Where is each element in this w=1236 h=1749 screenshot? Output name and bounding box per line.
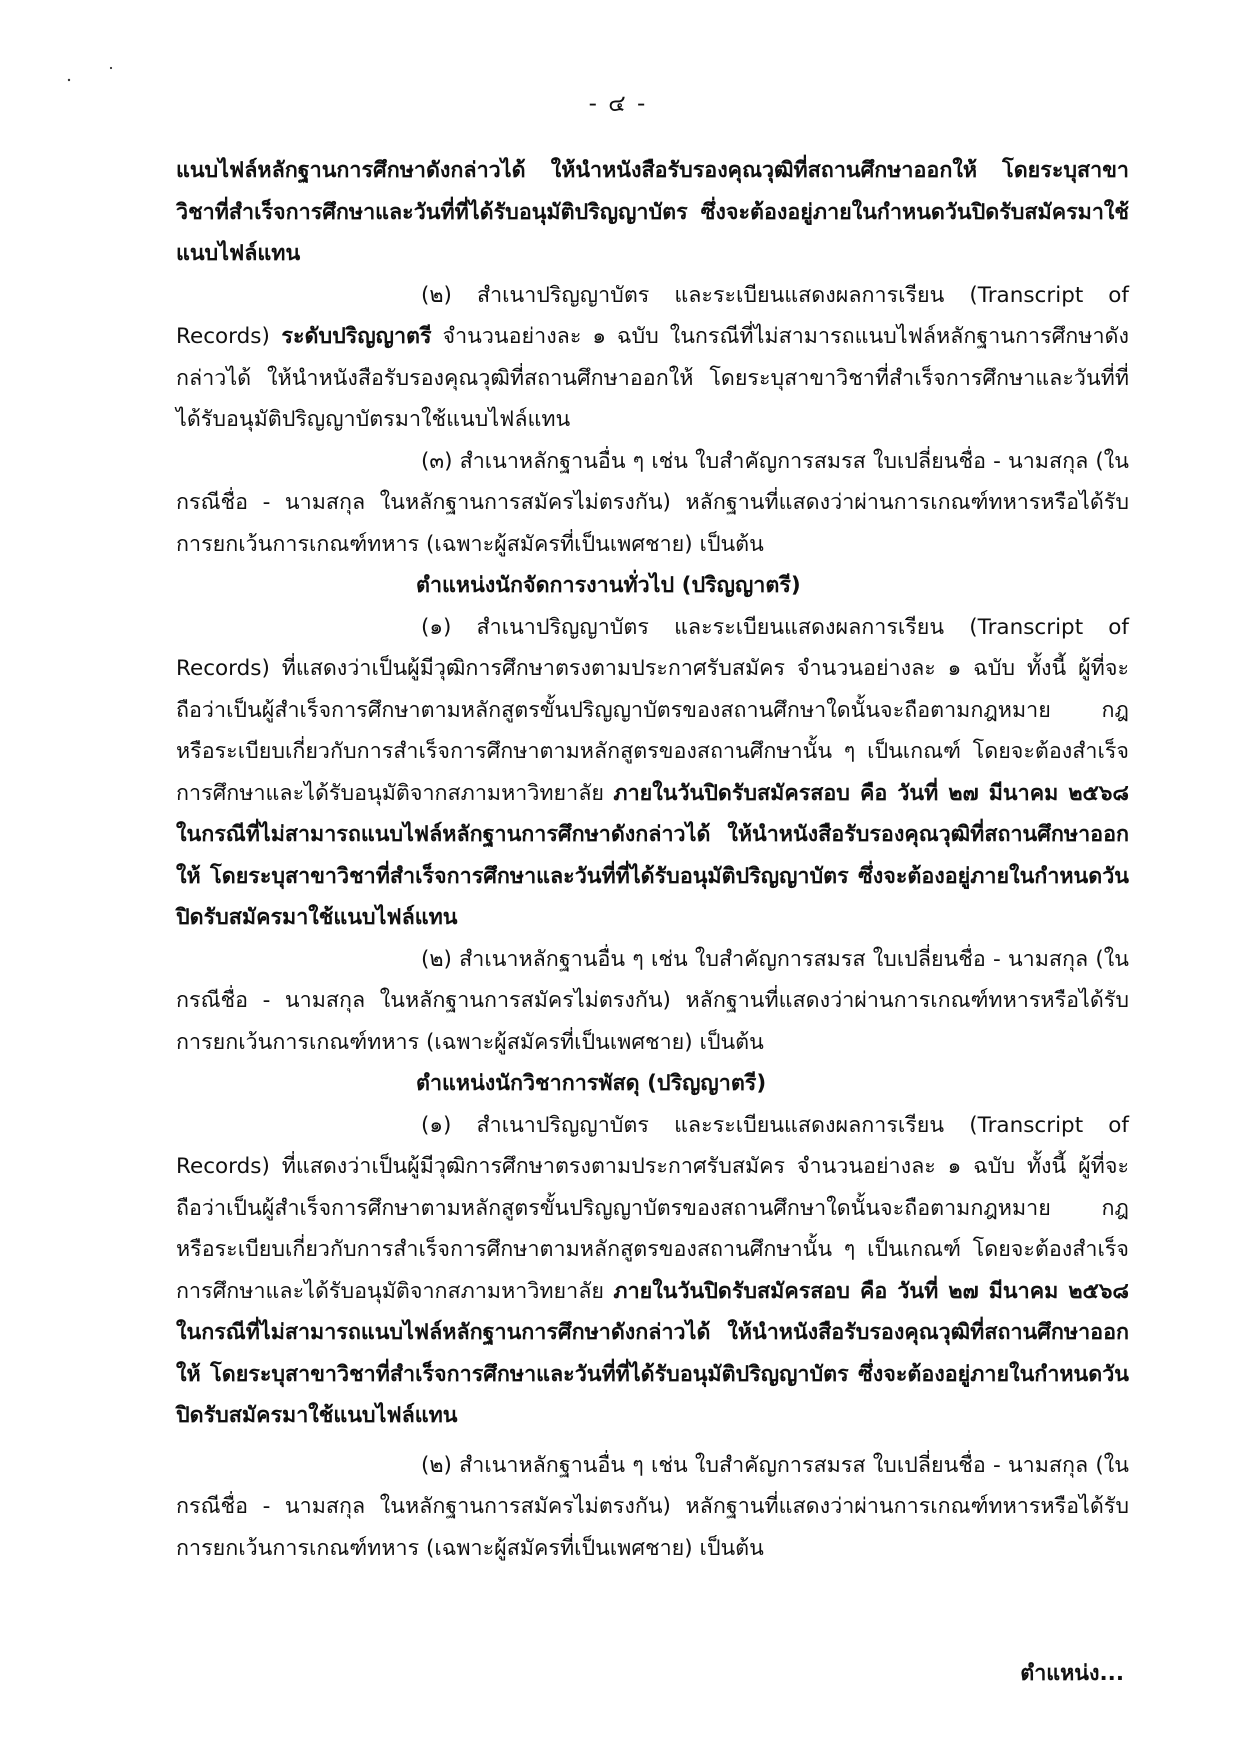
item-2-text: (๒) สำเนาปริญญาบัตร และระเบียนแสดงผลการเรียน (Transcript of Records): [176, 282, 1129, 349]
paragraph-continued-bold: แนบไฟล์หลักฐานการศึกษาดังกล่าวได้ ให้นำหนังสือรับรองคุณวุฒิที่สถานศึกษาออกให้ โดยระบุสาขาวิชาที่สำเร็จการศึกษาและวันที่ที่ได้รับอนุมัติปริญญาบัตร ซึ่งจะต้องอยู่ภายในกำหนดวันปิดรับสมัครมาใช้แนบไฟล์แทน: [176, 158, 1129, 266]
paragraph-item-3-other-docs: (๓) สำเนาหลักฐานอื่น ๆ เช่น ใบสำคัญการสมรส ใบเปลี่ยนชื่อ - นามสกุล (ในกรณีชื่อ - นามสกุล ในหลักฐานการสมัครไม่ตรงกัน) หลักฐานที่แสดงว่าผ่านการเกณฑ์ทหารหรือได้รับการยกเว้นการเกณฑ์ทหาร (เฉพาะผู้สมัครที่เป็นเพศชาย) เป็นต้น: [176, 448, 1129, 557]
supply-item-1: [176, 1105, 1129, 1437]
section-heading-general: ตำแหน่งนักจัดการงานทั่วไป (ปริญญาตรี): [416, 573, 801, 598]
general-item-1: [176, 607, 1129, 939]
page-number: - ๔ -: [588, 91, 648, 117]
item-2-text-after: จำนวนอย่างละ ๑ ฉบับ ในกรณีที่ไม่สามารถแนบไฟล์หลักฐานการศึกษาดังกล่าวได้ ให้นำหนังสือรับรองคุณวุฒิที่สถานศึกษาออกให้ โดยระบุสาขาวิชาที่สำเร็จการศึกษาและวันที่ที่ได้รับอนุมัติปริญญาบัตรมาใช้แนบไฟล์แทน: [176, 324, 1130, 432]
supply-item-1-bold: ภายในวันปิดรับสมัครสอบ คือ วันที่ ๒๗ มีนาคม ๒๕๖๘ ในกรณีที่ไม่สามารถแนบไฟล์หลักฐานการศึกษาดังกล่าวได้ ให้นำหนังสือรับรองคุณวุฒิที่สถานศึกษาออกให้ โดยระบุสาขาวิชาที่สำเร็จการศึกษาและวันที่ที่ได้รับอนุมัติปริญญาบัตร ซึ่งจะต้องอยู่ภายในกำหนดวันปิดรับสมัครมาใช้แนบไฟล์แทน: [176, 1278, 1129, 1428]
section-heading-supply: ตำแหน่งนักวิชาการพัสดุ (ปริญญาตรี): [416, 1071, 767, 1096]
supply-item-2: (๒) สำเนาหลักฐานอื่น ๆ เช่น ใบสำคัญการสมรส ใบเปลี่ยนชื่อ - นามสกุล (ในกรณีชื่อ - นามสกุล ในหลักฐานการสมัครไม่ตรงกัน) หลักฐานที่แสดงว่าผ่านการเกณฑ์ทหารหรือได้รับการยกเว้นการเกณฑ์ทหาร (เฉพาะผู้สมัครที่เป็นเพศชาย) เป็นต้น: [176, 1452, 1129, 1561]
item-2-bold: ระดับปริญญาตรี: [269, 324, 432, 349]
general-item-1-bold: ภายในวันปิดรับสมัครสอบ คือ วันที่ ๒๗ มีนาคม ๒๕๖๘ ในกรณีที่ไม่สามารถแนบไฟล์หลักฐานการศึกษาดังกล่าวได้ ให้นำหนังสือรับรองคุณวุฒิที่สถานศึกษาออกให้ โดยระบุสาขาวิชาที่สำเร็จการศึกษาและวันที่ที่ได้รับอนุมัติปริญญาบัตร ซึ่งจะต้องอยู่ภายในกำหนดวันปิดรับสมัครมาใช้แนบไฟล์แทน: [176, 780, 1129, 930]
paragraph-item-2-degree: [176, 275, 1129, 441]
general-item-2: (๒) สำเนาหลักฐานอื่น ๆ เช่น ใบสำคัญการสมรส ใบเปลี่ยนชื่อ - นามสกุล (ในกรณีชื่อ - นามสกุล ในหลักฐานการสมัครไม่ตรงกัน) หลักฐานที่แสดงว่าผ่านการเกณฑ์ทหารหรือได้รับการยกเว้นการเกณฑ์ทหาร (เฉพาะผู้สมัครที่เป็นเพศชาย) เป็นต้น: [176, 946, 1129, 1055]
footer-continuation: ตำแหน่ง...: [1020, 1661, 1124, 1686]
supply-item-1-text: (๑) สำเนาปริญญาบัตร และระเบียนแสดงผลการเรียน (Transcript of Records) ที่แสดงว่าเป็นผู้มีวุฒิการศึกษาตรงตามประกาศรับสมัคร จำนวนอย่างละ ๑ ฉบับ ทั้งนี้ ผู้ที่จะถือว่าเป็นผู้สำเร็จการศึกษาตามหลักสูตรขั้นปริญญาบัตรของสถานศึกษาใดนั้นจะถือตามกฎหมาย กฎ หรือระเบียบเกี่ยวกับการสำเร็จการศึกษาตามหลักสูตรของสถานศึกษานั้น ๆ เป็นเกณฑ์ โดยจะต้องสำเร็จการศึกษาและได้รับอนุมัติจากสภามหาวิทยาลัย: [176, 1112, 1129, 1304]
document-body: [176, 150, 1129, 1569]
general-item-1-text: (๑) สำเนาปริญญาบัตร และระเบียนแสดงผลการเรียน (Transcript of Records) ที่แสดงว่าเป็นผู้มีวุฒิการศึกษาตรงตามประกาศรับสมัคร จำนวนอย่างละ ๑ ฉบับ ทั้งนี้ ผู้ที่จะถือว่าเป็นผู้สำเร็จการศึกษาตามหลักสูตรขั้นปริญญาบัตรของสถานศึกษาใดนั้นจะถือตามกฎหมาย กฎ หรือระเบียบเกี่ยวกับการสำเร็จการศึกษาตามหลักสูตรของสถานศึกษานั้น ๆ เป็นเกณฑ์ โดยจะต้องสำเร็จการศึกษาและได้รับอนุมัติจากสภามหาวิทยาลัย: [176, 614, 1129, 806]
